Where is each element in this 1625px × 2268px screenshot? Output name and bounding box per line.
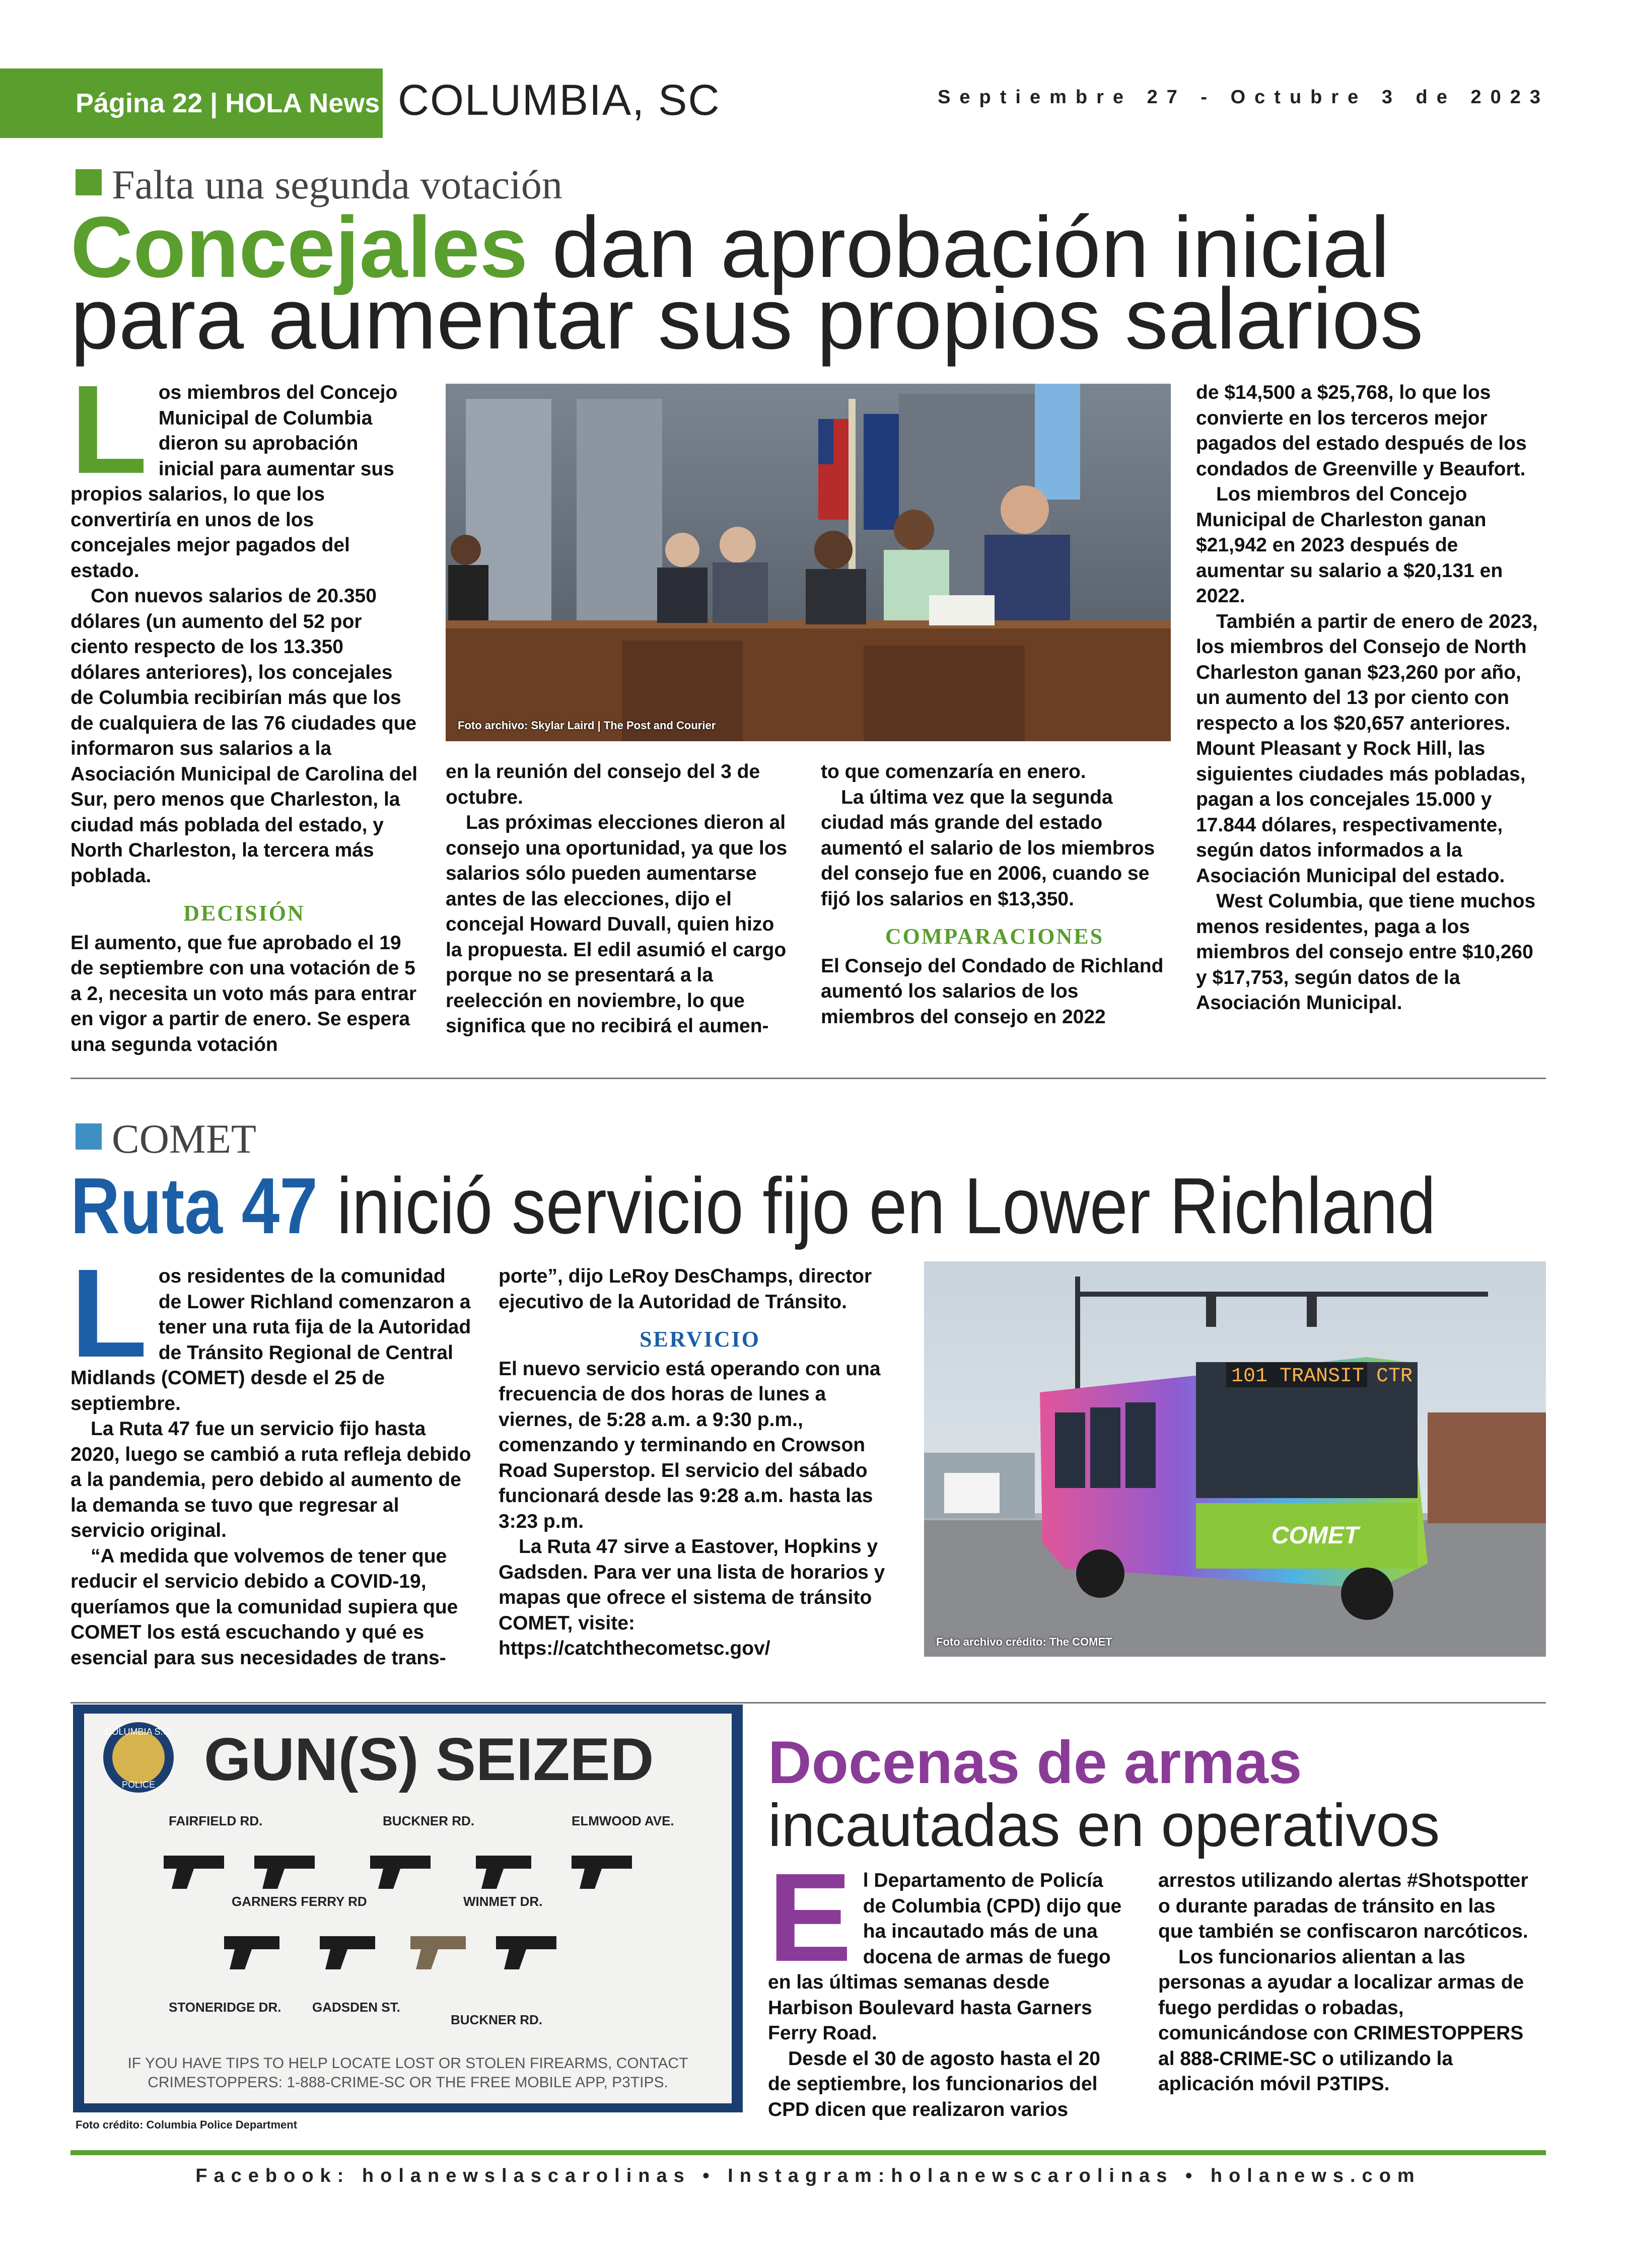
poster-label: ELMWOOD AVE. xyxy=(572,1813,674,1828)
headline-accent: Ruta 47 xyxy=(70,1162,318,1250)
article2-kicker: COMET xyxy=(76,1115,256,1163)
issue-date: Septiembre 27 - Octubre 3 de 2023 xyxy=(938,87,1549,108)
footer-social-links: Facebook: holanewslascarolinas • Instagram:holanewscarolinas • holanews.com xyxy=(195,2165,1421,2186)
poster-label: BUCKNER RD. xyxy=(451,2012,542,2027)
article1-column-2: en la reunión del consejo del 3 de octubre. Las próximas elecciones dieron al consejo una oportunidad, ya que los salarios sólo pueden aumentarse antes de las elecciones, dijo el concejal Howard Duvall, quien hizo la propuesta. El edil asumió el cargo porque no se presentará a la reelección en noviembre, lo que significa que no recibirá el aumen- xyxy=(446,761,788,1037)
kicker-square-icon xyxy=(76,1123,102,1150)
poster-label: GADSDEN ST. xyxy=(312,2000,400,2015)
poster-label: STONERIDGE DR. xyxy=(169,2000,281,2015)
subhead-comparisons: COMPARACIONES xyxy=(885,924,1104,949)
footer-rule xyxy=(70,2150,1546,2155)
article1-headline: Concejales dan aprobación inicial para aumentar sus propios salarios xyxy=(70,199,1424,367)
article3-headline-line2: incautadas en operativos xyxy=(768,1792,1440,1859)
poster-footer: IF YOU HAVE TIPS TO HELP LOCATE LOST OR STOLEN FIREARMS, CONTACT xyxy=(127,2055,688,2072)
article1-column-3: to que comenzaría en enero. La última vez que la segunda ciudad más grande del estado aumentó el salario de los miembros del consejo fue en 2006, cuando se fijó los salarios en $13,350. COMPARACIONES El Consejo del Condado de Richland aumentó los salarios de los miembros del consejo en 2022 xyxy=(821,759,1168,1030)
dropcap: L xyxy=(70,1243,148,1383)
poster-label: WINMET DR. xyxy=(463,1894,543,1909)
kicker-square-icon xyxy=(76,169,102,195)
article1-column-1: L os miembros del Concejo Municipal de Columbia dieron su aprobación inicial para aumentar sus propios salarios, lo que los convertiría en unos de los concejales mejor pagados del estado. Con nuevos salarios de 20.350 dólares (un aumento del 52 por ciento respecto de los 13.350 dólares anteriores), los concejales de Columbia recibirían más que los de cualquiera de las 76 ciudades que informaron sus salarios a la Asociación Municipal de Carolina del Sur, pero menos que Charleston, la ciudad más poblada del estado, y North Charleston, la tercera más poblada. DECISIÓN El aumento, que fue aprobado el 19 de septiembre con una votación de 5 a 2, necesita un voto más para entrar en vigor a partir de enero. Se espera una segunda votación xyxy=(70,359,418,1055)
page-number-badge: Página 22 | HOLA News xyxy=(0,68,383,138)
section-divider xyxy=(70,1078,1546,1079)
bus-logo: COMET xyxy=(1271,1522,1359,1549)
subhead-decision: DECISIÓN xyxy=(183,901,305,926)
article3-column-1: E l Departamento de Policía de Columbia (CPD) dijo que ha incautado más de una docena de armas de fuego en las últimas semanas desde Harbison Boulevard hasta Garners Ferry Road. Desde el 30 de agosto hasta el 20 de septiembre, los funcionarios del CPD dicen que realizaron varios xyxy=(768,1847,1122,2120)
photo-caption: Foto crédito: Columbia Police Department xyxy=(76,2118,298,2131)
article3-column-2: arrestos utilizando alertas #Shotspotter o durante paradas de tránsito en las que también se confiscaron narcóticos. Los funcionarios alientan a las personas a ayudar a localizar armas de fuego perdidas o robadas, comunicándose con CRIMESTOPPERS al 888-CRIME-SC o utilizando la aplicación móvil P3TIPS. xyxy=(1158,1870,1528,2095)
article1-kicker: Falta una segunda votación xyxy=(76,161,562,208)
dropcap: E xyxy=(768,1847,852,1988)
poster-label: FAIRFIELD RD. xyxy=(169,1813,263,1828)
poster-title: GUN(S) SEIZED xyxy=(204,1726,654,1793)
article1-column-4: de $14,500 a $25,768, lo que los convierte en los terceros mejor pagados del estado después de los condados de Greenville y Beaufort. Los miembros del Concejo Municipal de Charleston ganan $21,942 en 2023 después de aumentar su salario a $20,131 en 2022. También a partir de enero de 2023, los miembros del Consejo de North Charleston ganan $23,260 por año, un aumento del 13 por ciento con respecto a los $20,657 anteriores. Mount Pleasant y Rock Hill, las siguientes ciudades más pobladas, pagan a los concejales 15.000 y 17.844 dólares, respectivamente, según datos informados a la Asociación Municipal del estado. West Columbia, que tiene muchos menos residentes, paga a los miembros del consejo entre $10,260 y $17,753, según datos de la Asociación Municipal. xyxy=(1196,382,1538,1014)
section-city: COLUMBIA, SC xyxy=(398,76,721,124)
comet-bus-photo xyxy=(924,1261,1546,1657)
article2-headline: Ruta 47 inició servicio fijo en Lower Richland xyxy=(70,1162,1436,1250)
guns-seized-poster xyxy=(73,1705,743,2112)
poster-label: BUCKNER RD. xyxy=(383,1813,474,1828)
article2-column-2: porte”, dijo LeRoy DesChamps, director ejecutivo de la Autoridad de Tránsito. SERVICIO El nuevo servicio está operando con una frecuencia de dos horas de lunes a viernes, de 5:28 a.m. a 9:30 p.m., comenzando y terminando en Crowson Road Superstop. El servicio del sábado funcionará desde las 9:28 a.m. hasta las 3:23 p.m. La Ruta 47 sirve a Eastover, Hopkins y Gadsden. Para ver una lista de horarios y mapas que ofrece el sistema de tránsito COMET, visite: https://catchthecometsc.gov/ xyxy=(499,1264,901,1662)
dropcap: L xyxy=(70,359,148,500)
photo-caption: Foto archivo crédito: The COMET xyxy=(936,1636,1112,1648)
photo-caption: Foto archivo: Skylar Laird | The Post and Courier xyxy=(458,719,716,732)
badge-text: POLICE xyxy=(121,1780,156,1790)
bus-destination-sign: 101 TRANSIT CTR xyxy=(1231,1365,1413,1388)
article2-column-1: L os residentes de la comunidad de Lower Richland comenzaron a tener una ruta fija de la Autoridad de Tránsito Regional de Central Midlands (COMET) desde el 25 de septiembre. La Ruta 47 fue un servicio fijo hasta 2020, luego se cambió a ruta refleja debido a la pandemia, pero debido al aumento de la demanda se tuvo que regresar al servicio original. “A medida que volvemos de tener que reducir el servicio debido a COVID-19, queríamos que la comunidad supiera que COMET los está escuchando y qué es esencial para sus necesidades de trans- xyxy=(70,1243,471,1669)
poster-label: GARNERS FERRY RD xyxy=(232,1894,367,1909)
subhead-service: SERVICIO xyxy=(639,1327,761,1352)
article3-headline-line1: Docenas de armas xyxy=(768,1729,1302,1796)
council-meeting-photo xyxy=(446,384,1171,741)
poster-footer: CRIMESTOPPERS: 1-888-CRIME-SC OR THE FREE MOBILE APP, P3TIPS. xyxy=(148,2074,668,2091)
badge-text: COLUMBIA S.C. xyxy=(105,1727,172,1737)
section-divider xyxy=(70,1702,1546,1704)
headline-accent: Concejales xyxy=(70,199,528,296)
